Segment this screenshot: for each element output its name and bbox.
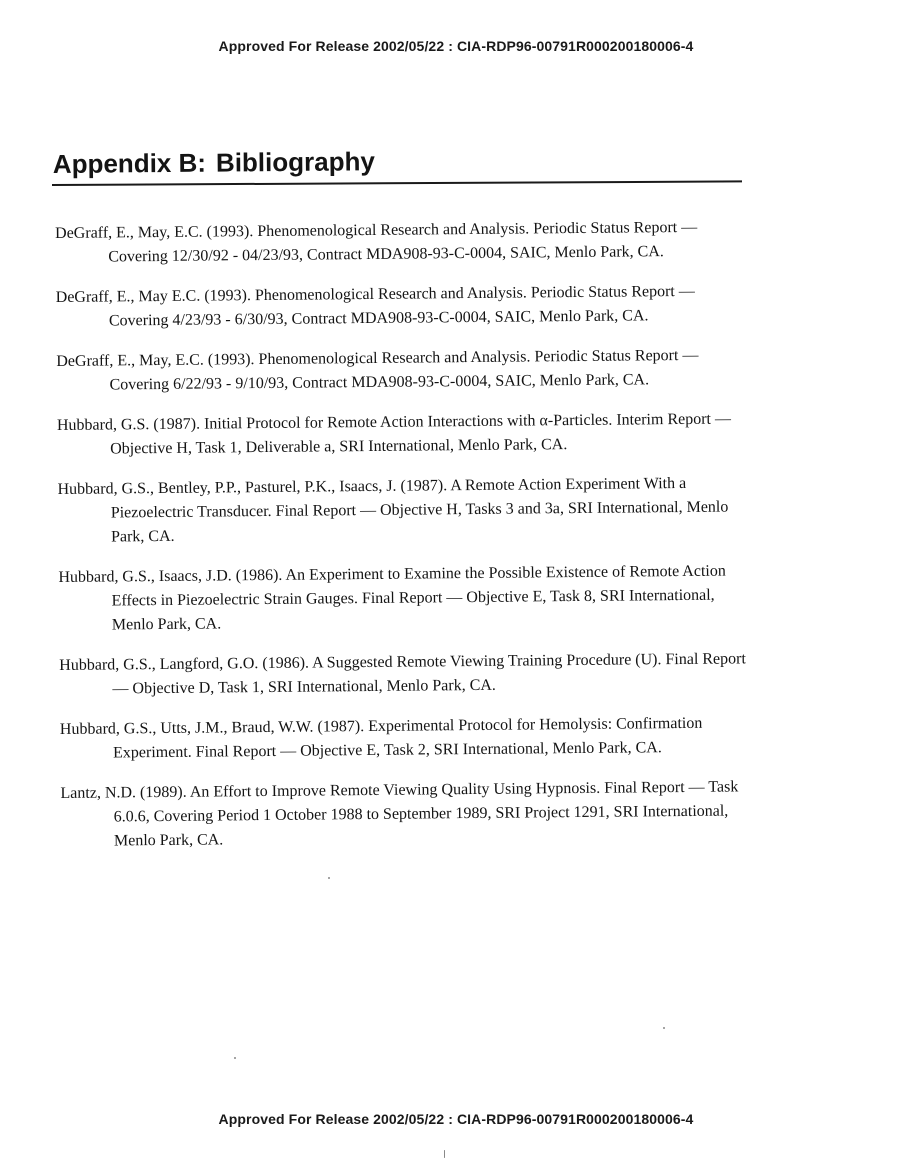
bibliography-entry: Lantz, N.D. (1989). An Effort to Improve Remote Viewing Quality Using Hypnosis. Final Report — Task 6.0.6, Covering Period 1 October 1988 to September 1989, SRI Project 1291, SRI International, Menlo Park, CA. — [60, 778, 739, 850]
scan-speck — [663, 1027, 665, 1029]
bibliography-entry: Hubbard, G.S. (1987). Initial Protocol for Remote Action Interactions with α-Particles. Interim Report — Objective H, Task 1, Deliverable a, SRI International, Menlo Park, CA. — [56, 410, 732, 458]
scan-speck — [234, 1057, 236, 1059]
scan-speck — [444, 1150, 445, 1158]
bibliography-list — [55, 215, 756, 870]
page-title — [52, 142, 742, 181]
bibliography-entry: Hubbard, G.S., Bentley, P.P., Pasturel, P.K., Isaacs, J. (1987). A Remote Action Experiment With a Piezoelectric Transducer. Final Report — Objective H, Tasks 3 and 3a, SRI International, Menlo Park, CA. — [57, 474, 729, 546]
release-stamp-top: Approved For Release 2002/05/22 : CIA-RDP96-00791R000200180006-4 — [218, 38, 694, 54]
bibliography-entry: Hubbard, G.S., Isaacs, J.D. (1986). An Experiment to Examine the Possible Existence of Remote Action Effects in Piezoelectric Strain Gauges. Final Report — Objective E, Task 8, SRI International, Menlo Park, CA. — [58, 562, 726, 634]
scan-speck — [328, 877, 330, 879]
appendix-label: Appendix B: — [52, 147, 207, 179]
bibliography-entry: DeGraff, E., May, E.C. (1993). Phenomenological Research and Analysis. Periodic Status Report — Covering 6/22/93 - 9/10/93, Contract MDA908-93-C-0004, SAIC, Menlo Park, CA. — [56, 346, 699, 394]
appendix-heading — [52, 148, 742, 186]
bibliography-entry: DeGraff, E., May, E.C. (1993). Phenomenological Research and Analysis. Periodic Status Report — Covering 12/30/92 - 04/23/93, Contract MDA908-93-C-0004, SAIC, Menlo Park, CA. — [55, 218, 698, 266]
release-stamp-bottom: Approved For Release 2002/05/22 : CIA-RDP96-00791R000200180006-4 — [218, 1111, 694, 1127]
appendix-title: Bibliography — [215, 146, 375, 178]
title-divider — [52, 180, 742, 186]
bibliography-entry: Hubbard, G.S., Langford, G.O. (1986). A Suggested Remote Viewing Training Procedure (U). Final Report — Objective D, Task 1, SRI International, Menlo Park, CA. — [59, 650, 746, 698]
bibliography-entry: Hubbard, G.S., Utts, J.M., Braud, W.W. (1987). Experimental Protocol for Hemolysis: Confirmation Experiment. Final Report — Objective E, Task 2, SRI International, Menlo Park, CA. — [59, 714, 703, 762]
bibliography-entry: DeGraff, E., May E.C. (1993). Phenomenological Research and Analysis. Periodic Status Report — Covering 4/23/93 - 6/30/93, Contract MDA908-93-C-0004, SAIC, Menlo Park, CA. — [55, 282, 695, 330]
